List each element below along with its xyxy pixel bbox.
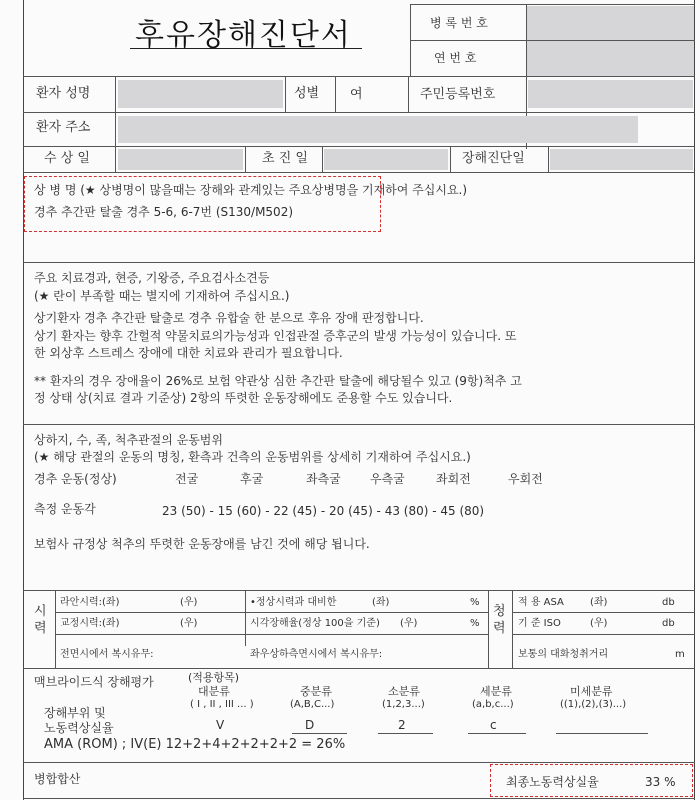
naked-vision-label: 라안시력:(좌) <box>60 597 120 608</box>
rule <box>378 733 433 734</box>
rule <box>245 590 246 646</box>
mcbride-col-minor-value: 2 <box>398 718 406 732</box>
rule <box>23 146 695 147</box>
mcbride-col-microfine-sub: ((1),(2),(3)...) <box>560 699 627 710</box>
rule <box>408 76 409 112</box>
naked-vision-right: (우) <box>180 597 198 608</box>
hearing-asa-left: (좌) <box>590 597 608 608</box>
hearing-iso-unit: db <box>662 618 675 629</box>
treatment-note-line-2: 정 상태 상(치료 결과 기준상) 2항의 뚜렷한 운동장해에도 준용할 수도 있습니다. <box>34 391 453 405</box>
disability-date-redaction <box>550 149 693 170</box>
mcbride-row-label-2: 노동력상실율 <box>44 721 114 735</box>
rule <box>23 172 695 173</box>
patient-name-label: 환자 성명 <box>36 86 91 101</box>
visual-field-label: 시각장해율(정상 100을 기준) <box>250 618 380 629</box>
rom-motion-flexion: 전굴 <box>175 472 199 486</box>
diagnosis-highlight-box <box>24 176 381 232</box>
rom-heading: 상하지, 수, 족, 척추관절의 운동범위 <box>34 433 223 447</box>
treatment-note-line-1: ** 환자의 경우 장애율이 26%로 보험 약관상 심한 추간판 탈출에 해당될수 있고 (9항)척추 고 <box>34 374 522 388</box>
rom-conclusion: 보험사 규정상 척추의 뚜렷한 운동장애를 남긴 것에 해당 됩니다. <box>34 537 370 551</box>
mcbride-col-major-name: 대분류 <box>198 685 230 698</box>
rule <box>23 798 695 799</box>
hearing-asa-unit: db <box>662 597 675 608</box>
conversation-distance-unit: m <box>675 649 685 660</box>
rule <box>23 762 695 763</box>
mcbride-col-major-value: V <box>216 718 225 732</box>
rule <box>292 733 347 734</box>
final-loss-rate-value: 33 % <box>645 775 676 789</box>
patient-address-redaction <box>118 116 638 143</box>
hearing-iso-left: (우) <box>590 618 608 629</box>
rule <box>410 4 695 5</box>
hearing-asa-label: 적 용 ASA <box>518 597 564 608</box>
ama-calculation: AMA (ROM) ; IV(E) 12+2+4+2+2+2+2 = 26% <box>44 737 346 752</box>
treatment-note: (★ 란이 부족할 때는 별지에 기재하여 주십시요.) <box>34 289 290 303</box>
injury-date-label: 수 상 일 <box>44 151 90 166</box>
mcbride-row-label-1: 장해부위 및 <box>44 706 106 720</box>
sex-value: 여 <box>350 87 363 102</box>
rule <box>245 146 246 172</box>
rule <box>23 668 695 669</box>
register-number-label: 병 록 번 호 <box>430 16 488 30</box>
mcbride-col-minor-sub: (1,2,3...) <box>382 699 425 710</box>
rule <box>556 733 648 734</box>
vision-label: 시 력 <box>34 604 47 636</box>
rule <box>55 612 488 613</box>
mcbride-col-middle-name: 중분류 <box>300 685 332 698</box>
rule <box>23 590 695 591</box>
rule <box>512 634 695 635</box>
rule <box>322 146 323 172</box>
patient-name-redaction <box>118 80 283 108</box>
mcbride-col-microfine-name: 미세분류 <box>570 685 613 698</box>
rule <box>285 76 286 112</box>
rrn-label: 주민등록번호 <box>420 87 496 102</box>
hearing-label: 청 력 <box>493 604 506 636</box>
rule <box>23 424 695 425</box>
rom-motion-right-bend: 우측굴 <box>370 472 405 486</box>
patient-address-label: 환자 주소 <box>36 120 91 135</box>
diagnosis-heading: 상 병 명 (★ 상병명이 많을때는 장해와 관계있는 주요상병명을 기재하여 주십시요.) <box>34 183 468 197</box>
rule <box>450 146 451 172</box>
normal-vision-left: (좌) <box>372 597 390 608</box>
mcbride-col-minor-name: 소분류 <box>388 685 420 698</box>
final-loss-rate-label: 최종노동력상실율 <box>506 775 599 789</box>
document-title: 후유장해진단서 <box>135 18 352 53</box>
rule <box>115 76 116 172</box>
normal-vision-pct: % <box>470 597 480 608</box>
rrn-redaction <box>528 80 693 108</box>
rule <box>488 590 489 668</box>
mcbride-col-fine-value: c <box>490 718 497 732</box>
mcbride-applied-items: (적용항목) <box>188 671 240 684</box>
visual-field-pct: % <box>470 618 480 629</box>
rule <box>23 76 695 77</box>
mcbride-heading: 맥브라이드식 장해평가 <box>34 675 154 689</box>
corrected-vision-right: (우) <box>180 618 198 629</box>
rule <box>23 262 695 263</box>
rule <box>468 733 526 734</box>
treatment-line-3: 한 외상후 스트레스 장애에 대한 치료와 관리가 필요합니다. <box>34 346 343 360</box>
visual-field-right: (우) <box>400 618 418 629</box>
hearing-iso-label: 기 준 ISO <box>518 618 561 629</box>
disability-date-label: 장해진단일 <box>462 151 525 166</box>
rom-row-label: 경추 운동(정상) <box>34 472 117 486</box>
rule <box>548 146 549 172</box>
mcbride-col-fine-name: 세분류 <box>480 685 512 698</box>
rom-motion-right-rotation: 우회전 <box>508 472 543 486</box>
normal-vision-compare: •정상시력과 대비한 <box>250 597 337 608</box>
lateral-diplopia-label: 좌우상하측면시에서 복시유무: <box>250 649 383 660</box>
rom-motion-left-bend: 좌측굴 <box>306 472 341 486</box>
rom-motion-left-rotation: 좌회전 <box>436 472 471 486</box>
treatment-line-2: 상기 환자는 향후 간헐적 약물치료의가능성과 인접관절 증후군의 발생 가능성이 있습니다. 또 <box>34 329 517 343</box>
mcbride-col-fine-sub: (a,b,c...) <box>472 699 514 710</box>
first-visit-label: 초 진 일 <box>262 151 308 166</box>
rom-motion-extension: 후굴 <box>240 472 264 486</box>
rom-note: (★ 해당 관절의 운동의 명칭, 환측과 건측의 운동범위를 상세히 기재하여 주십시요.) <box>34 450 471 464</box>
rom-measured-values: 23 (50) - 15 (60) - 22 (45) - 20 (45) - 43 (80) - 45 (80) <box>162 504 485 518</box>
treatment-line-1: 상기환자 경추 추간판 탈출로 경추 유합술 한 분으로 후유 장애 판정합니다. <box>34 311 424 325</box>
serial-number-label: 연 번 호 <box>434 51 477 65</box>
first-visit-redaction <box>324 149 448 170</box>
conversation-distance-label: 보통의 대화청취거리 <box>518 649 609 660</box>
diagnosis-value: 경추 추간판 탈출 경추 5-6, 6-7번 (S130/M502) <box>34 205 294 219</box>
final-rate-highlight-box <box>490 764 693 797</box>
treatment-heading: 주요 치료경과, 현증, 기왕증, 주요검사소견등 <box>34 271 270 285</box>
combined-label: 병합합산 <box>34 772 81 786</box>
frontal-diplopia-label: 전면시에서 복시유무: <box>60 649 154 660</box>
sex-label: 성별 <box>294 86 320 101</box>
mcbride-col-major-sub: ( I , II , III ... ) <box>190 699 254 710</box>
rule <box>410 40 695 41</box>
injury-date-redaction <box>118 149 243 170</box>
mcbride-col-middle-value: D <box>305 718 315 732</box>
rule <box>512 612 695 613</box>
rule <box>512 590 513 668</box>
rom-measured-label: 측정 운동각 <box>34 502 96 516</box>
corrected-vision-label: 교정시력:(좌) <box>60 618 120 629</box>
mcbride-col-middle-sub: (A,B,C...) <box>290 699 335 710</box>
rule <box>23 112 695 113</box>
rule <box>335 76 336 112</box>
rule <box>55 634 488 635</box>
rule <box>55 590 56 668</box>
